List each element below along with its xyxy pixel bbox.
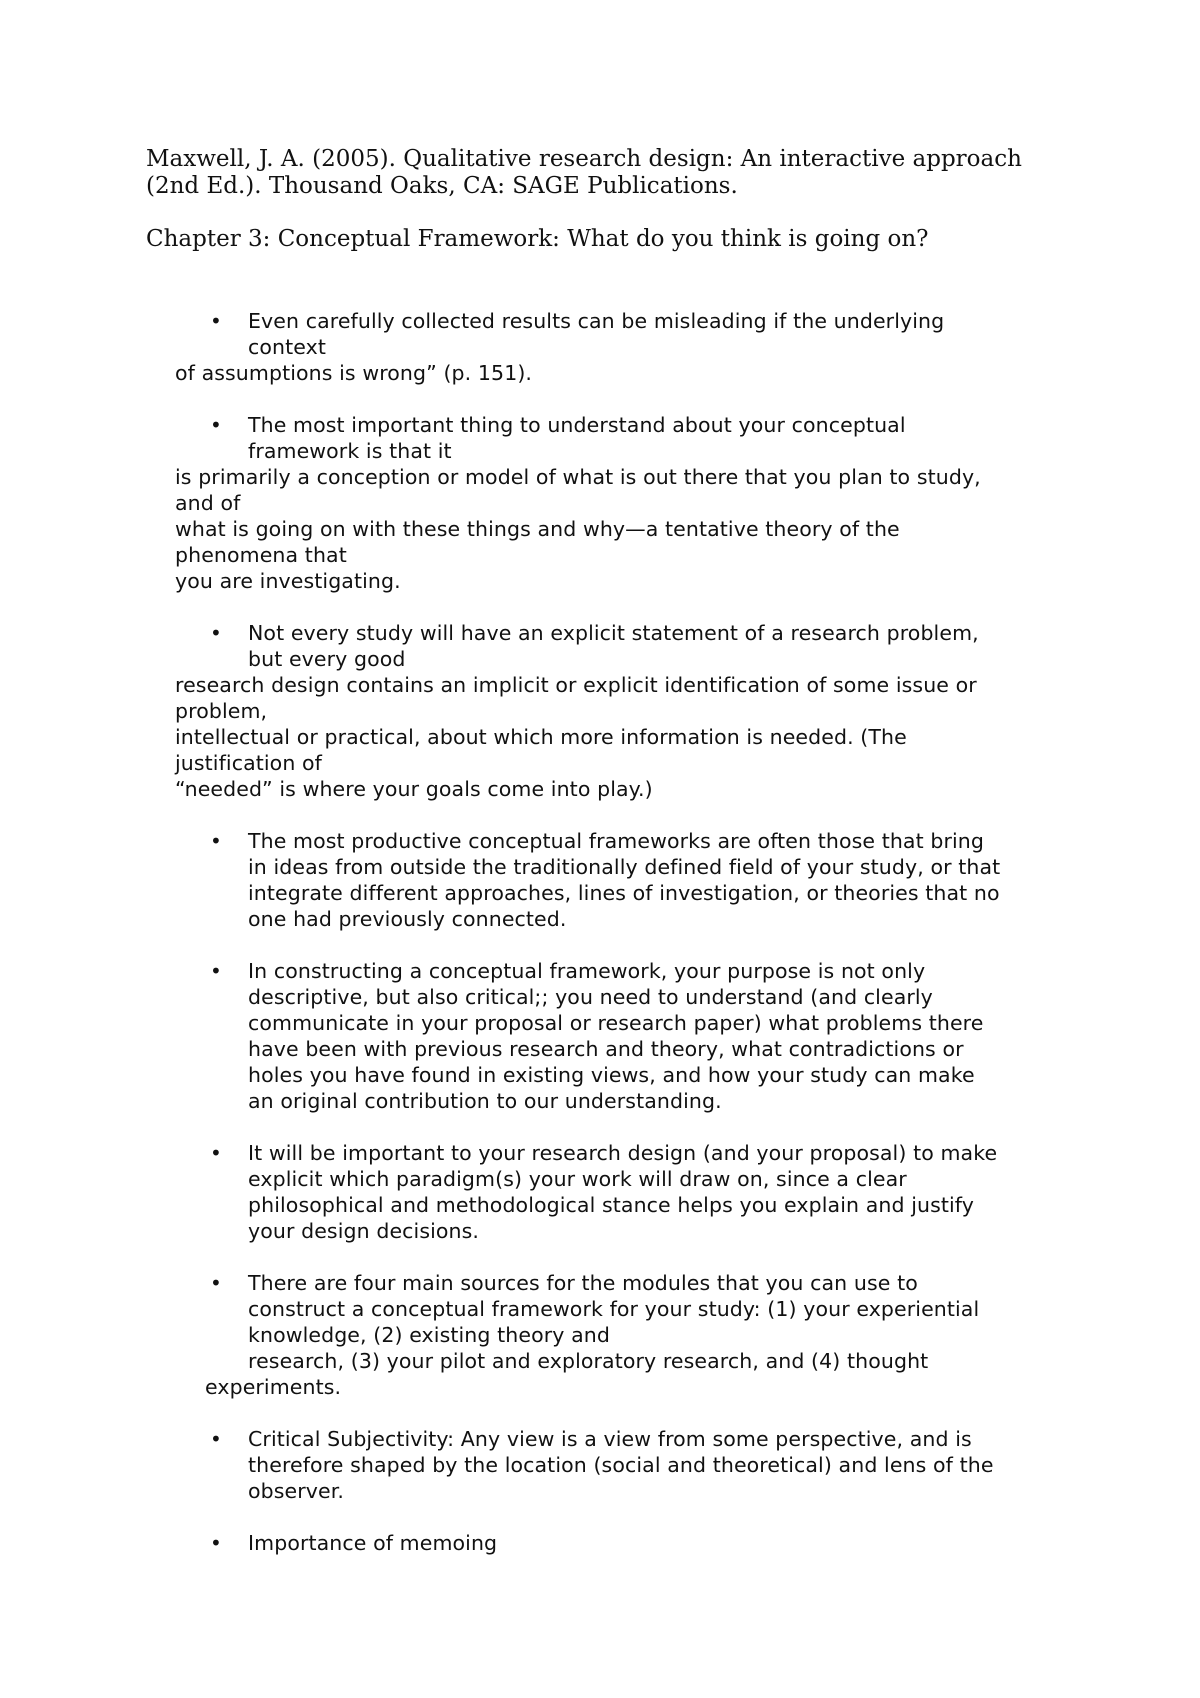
bullet-marker: • (210, 829, 222, 853)
text-line: one had previously connected. (248, 907, 567, 931)
bullet-text (248, 828, 1068, 932)
text-line: communicate in your proposal or research paper) what problems there (248, 1011, 984, 1035)
text-line: integrate different approaches, lines of investigation, or theories that no (248, 881, 1000, 905)
bullet-marker: • (210, 1531, 222, 1555)
continuation-line: of assumptions is wrong” (p. 151). (175, 361, 533, 385)
text-line: philosophical and methodological stance helps you explain and justify (248, 1193, 974, 1217)
continuation-line: experiments. (205, 1375, 342, 1399)
bullet-text (248, 1530, 1068, 1556)
bullet-text (248, 1270, 1068, 1374)
text-line: therefore shaped by the location (social and theoretical) and lens of the (248, 1453, 994, 1477)
text-line: your design decisions. (248, 1219, 480, 1243)
text-line: observer. (248, 1479, 344, 1503)
continuation-line: research design contains an implicit or explicit identification of some issue or (175, 673, 977, 697)
bullet-marker: • (210, 1427, 222, 1451)
bullet-text (248, 1140, 1068, 1244)
continuation-line: and of (175, 491, 241, 515)
chapter-heading: Chapter 3: Conceptual Framework: What do you think is going on? (146, 226, 929, 252)
text-line: Importance of memoing (248, 1531, 498, 1555)
continuation-line: you are investigating. (175, 569, 401, 593)
continuation-line: is primarily a conception or model of what is out there that you plan to study, (175, 465, 981, 489)
text-line: research, (3) your pilot and exploratory research, and (4) thought (248, 1349, 929, 1373)
bullet-marker: • (210, 959, 222, 983)
bullet-marker: • (210, 1141, 222, 1165)
text-line: explicit which paradigm(s) your work will draw on, since a clear (248, 1167, 907, 1191)
text-line: Critical Subjectivity: Any view is a view from some perspective, and is (248, 1427, 972, 1451)
text-line: have been with previous research and theory, what contradictions or (248, 1037, 964, 1061)
text-line: holes you have found in existing views, and how your study can make (248, 1063, 975, 1087)
continuation-line: “needed” is where your goals come into play.) (175, 777, 653, 801)
bullet-marker: • (210, 309, 222, 333)
continuation-line: phenomena that (175, 543, 347, 567)
text-line: There are four main sources for the modules that you can use to (248, 1271, 918, 1295)
text-line: framework is that it (248, 439, 452, 463)
bullet-text (248, 412, 1068, 464)
bullet-text (248, 620, 1068, 672)
continuation-line: problem, (175, 699, 268, 723)
text-line: knowledge, (2) existing theory and (248, 1323, 610, 1347)
text-line: construct a conceptual framework for your study: (1) your experiential (248, 1297, 980, 1321)
text-line: The most important thing to understand about your conceptual (248, 413, 906, 437)
bullet-marker: • (210, 621, 222, 645)
text-line: descriptive, but also critical;; you need to understand (and clearly (248, 985, 933, 1009)
continuation-line: justification of (175, 751, 322, 775)
text-line: but every good (248, 647, 406, 671)
bullet-marker: • (210, 413, 222, 437)
continuation-line: what is going on with these things and why—a tentative theory of the (175, 517, 900, 541)
bullet-text (248, 1426, 1068, 1504)
text-line: Even carefully collected results can be misleading if the underlying (248, 309, 945, 333)
text-line: It will be important to your research design (and your proposal) to make (248, 1141, 998, 1165)
bullet-text (248, 308, 1068, 360)
text-line: In constructing a conceptual framework, your purpose is not only (248, 959, 926, 983)
bullet-text (248, 958, 1068, 1114)
text-line: in ideas from outside the traditionally defined field of your study, or that (248, 855, 1001, 879)
text-line: context (248, 335, 326, 359)
continuation-line: intellectual or practical, about which more information is needed. (The (175, 725, 907, 749)
text-line: an original contribution to our understanding. (248, 1089, 722, 1113)
bullet-marker: • (210, 1271, 222, 1295)
text-line: Not every study will have an explicit statement of a research problem, (248, 621, 979, 645)
reference-citation: Maxwell, J. A. (2005). Qualitative research design: An interactive approach (2nd Ed.). Thousand Oaks, CA: SAGE Publications. (146, 146, 1022, 199)
text-line: The most productive conceptual frameworks are often those that bring (248, 829, 984, 853)
